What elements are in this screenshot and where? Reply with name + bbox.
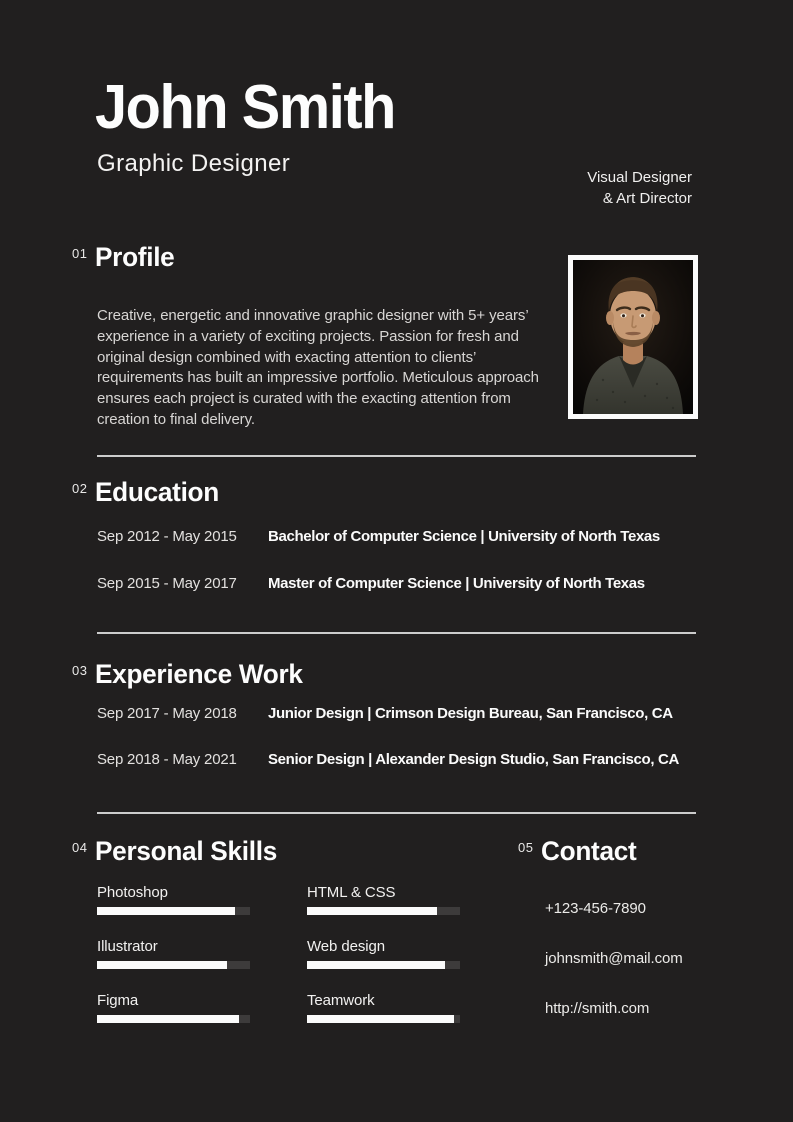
skills-column-left <box>97 884 250 1046</box>
tagline-line-1: Visual Designer <box>587 169 692 186</box>
skill-bar-fill <box>307 961 445 969</box>
tagline <box>587 167 692 209</box>
section-number: 05 <box>518 840 534 855</box>
contact-section-heading <box>518 838 640 865</box>
skill-item <box>97 938 250 969</box>
section-number: 03 <box>72 663 88 678</box>
skill-bar-track <box>97 1015 250 1023</box>
portrait-photo-illustration <box>573 260 693 414</box>
profile-section-heading <box>72 244 177 271</box>
section-number: 04 <box>72 840 88 855</box>
section-title: Personal Skills <box>95 836 278 866</box>
skills-column-right <box>307 884 460 1046</box>
education-description: Master of Computer Science | University of North Texas <box>268 575 645 592</box>
section-number: 02 <box>72 481 88 496</box>
skill-item <box>97 992 250 1023</box>
skill-label: Teamwork <box>307 992 375 1009</box>
person-name: John Smith <box>95 73 395 142</box>
experience-rows <box>97 705 679 768</box>
experience-dates: Sep 2018 - May 2021 <box>97 751 237 768</box>
skill-bar-fill <box>97 961 227 969</box>
education-dates: Sep 2015 - May 2017 <box>97 575 237 592</box>
contact-list <box>545 900 683 1017</box>
experience-description: Junior Design | Crimson Design Bureau, San Francisco, CA <box>268 705 673 722</box>
education-row <box>97 575 660 592</box>
section-number: 01 <box>72 246 88 261</box>
skill-label: Figma <box>97 992 139 1009</box>
skill-bar-track <box>97 907 250 915</box>
skills-section-heading <box>72 838 283 865</box>
section-title: Education <box>95 477 220 507</box>
skill-label: HTML & CSS <box>307 884 396 901</box>
section-title: Experience Work <box>95 659 304 689</box>
skill-bar-fill <box>307 907 437 915</box>
experience-section-heading <box>72 661 310 688</box>
tagline-line-2: & Art Director <box>602 190 692 207</box>
education-description: Bachelor of Computer Science | University of North Texas <box>268 528 660 545</box>
education-row <box>97 528 660 545</box>
education-rows <box>97 528 660 592</box>
profile-photo <box>568 255 698 419</box>
skill-bar-fill <box>97 1015 239 1023</box>
section-title: Contact <box>541 836 637 866</box>
skill-label: Web design <box>307 938 385 955</box>
contact-website: http://smith.com <box>545 1000 650 1017</box>
skill-bar-track <box>307 961 460 969</box>
contact-email: johnsmith@mail.com <box>545 950 683 967</box>
section-title: Profile <box>95 242 175 272</box>
skill-bar-fill <box>307 1015 454 1023</box>
experience-description: Senior Design | Alexander Design Studio, San Francisco, CA <box>268 751 679 768</box>
education-dates: Sep 2012 - May 2015 <box>97 528 237 545</box>
education-section-heading <box>72 479 223 506</box>
experience-row <box>97 705 679 722</box>
skill-bar-track <box>97 961 250 969</box>
skill-item <box>307 992 460 1023</box>
divider <box>97 455 696 457</box>
skill-item <box>307 938 460 969</box>
profile-summary: Creative, energetic and innovative graphic designer with 5+ years’ experience in a variety of exciting projects. Passion for fresh and original design combined with exacting attention to clients’ requirements has built an impressive portfolio. Meticulous approach ensures each project is curated with the exacting attention from creation to final delivery. <box>97 307 539 428</box>
divider <box>97 812 696 814</box>
experience-row <box>97 751 679 768</box>
skill-bar-fill <box>97 907 235 915</box>
skill-bar-track <box>307 1015 460 1023</box>
contact-phone: +123-456-7890 <box>545 900 646 917</box>
person-job-title: Graphic Designer <box>97 150 291 177</box>
divider <box>97 632 696 634</box>
experience-dates: Sep 2017 - May 2018 <box>97 705 237 722</box>
skill-item <box>97 884 250 915</box>
skill-label: Illustrator <box>97 938 158 955</box>
skill-item <box>307 884 460 915</box>
skill-label: Photoshop <box>97 884 168 901</box>
skill-bar-track <box>307 907 460 915</box>
